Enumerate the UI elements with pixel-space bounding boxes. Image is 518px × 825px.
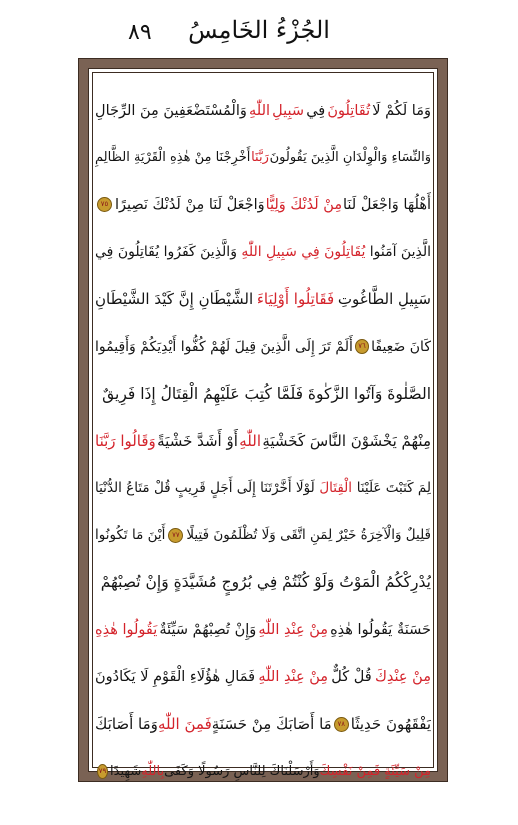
text-line-1 xyxy=(95,87,431,134)
highlight-segment: بِاللّٰهِ xyxy=(141,763,165,779)
text-segment: الصَّلٰوةَ وَآتُوا الزَّكٰوةَ فَلَمَّا كُتِبَ عَلَيْهِمُ الْقِتَالُ إِذَا فَرِيقٌ xyxy=(102,384,431,403)
ayah-marker-icon: ٧٨ xyxy=(334,717,349,732)
text-segment: أَلَمْ تَرَ إِلَى الَّذِينَ قِيلَ لَهُمْ كُفُّوا أَيْدِيَكُمْ وَأَقِيمُوا xyxy=(95,338,353,355)
text-line-5 xyxy=(95,276,431,323)
text-segment: وَأَرْسَلْنَاكَ لِلنَّاسِ رَسُولًا وَكَفَى xyxy=(164,763,320,779)
text-segment: وَالنِّسَاءِ وَالْوِلْدَانِ الَّذِينَ يَقُولُونَ xyxy=(269,150,431,166)
text-segment: فِي xyxy=(306,102,326,119)
highlight-segment: اللّٰهِ xyxy=(249,102,271,119)
text-line-10 xyxy=(95,512,431,559)
highlight-segment: يَقُولُوا هٰذِهِ xyxy=(95,621,158,638)
text-segment: وَاجْعَلْ لَنَا مِنْ لَدُنْكَ نَصِيرًا xyxy=(114,196,265,213)
text-segment: أَهْلُهَا وَاجْعَلْ لَنَا xyxy=(343,196,431,213)
text-segment: وَمَا أَصَابَكَ xyxy=(95,715,158,734)
text-segment: لَوْلَا أَخَّرْتَنَا إِلَى أَجَلٍ قَرِيبٍ قُلْ مَتَاعُ الدُّنْيَا xyxy=(95,480,315,497)
text-line-4 xyxy=(95,229,431,276)
page-header xyxy=(0,14,518,54)
text-line-9 xyxy=(95,465,431,512)
text-segment: فَمَالِ هٰؤُلَاءِ الْقَوْمِ لَا يَكَادُونَ xyxy=(95,668,256,685)
text-line-8 xyxy=(95,417,431,464)
highlight-segment: الْقِتَالَ xyxy=(319,480,353,497)
text-line-15 xyxy=(95,748,431,795)
text-line-12 xyxy=(95,606,431,653)
highlight-segment: مِنْ لَدُنْكَ وَلِيًّا xyxy=(265,196,343,213)
text-line-13 xyxy=(95,653,431,700)
text-segment: أَيْنَ مَا تَكُونُوا xyxy=(95,527,166,544)
highlight-segment: تُقَاتِلُونَ xyxy=(327,102,371,119)
text-segment: قَلِيلٌ وَالْآخِرَةُ خَيْرٌ لِمَنِ اتَّقَى وَلَا تُظْلَمُونَ فَتِيلًا xyxy=(186,527,431,544)
highlight-segment: مِنْ عِنْدِكَ xyxy=(374,668,431,685)
highlight-segment: رَبَّنَا xyxy=(251,150,269,166)
text-segment: وَمَا لَكُمْ لَا xyxy=(372,102,431,119)
text-segment: حَسَنَةٌ يَقُولُوا هٰذِهِ xyxy=(330,621,431,638)
text-line-7 xyxy=(95,370,431,417)
highlight-segment: مِنْ سَيِّئَةٍ فَمِنْ نَفْسِكَ xyxy=(319,763,431,779)
ayah-marker-icon: ٧٧ xyxy=(168,528,183,543)
text-segment: سَبِيلِ الطَّاغُوتِ xyxy=(337,290,431,309)
text-segment: وَالَّذِينَ كَفَرُوا يُقَاتِلُونَ فِي xyxy=(95,244,237,261)
text-segment: وَالْمُسْتَضْعَفِينَ مِنَ الرِّجَالِ xyxy=(95,102,247,119)
text-panel xyxy=(88,68,438,779)
highlight-segment: مِنْ عِنْدِ اللّٰهِ xyxy=(258,621,329,638)
highlight-segment: فَمِنَ اللّٰهِ xyxy=(157,715,212,734)
highlight-segment: مِنْ عِنْدِ اللّٰهِ xyxy=(258,668,329,685)
text-line-11 xyxy=(95,559,431,606)
juz-title: الجُزْءُ الخَامِسُ xyxy=(188,16,330,44)
ayah-marker-icon: ٧٥ xyxy=(97,197,112,212)
text-line-3 xyxy=(95,181,431,228)
text-segment: الشَّيْطَانِ إِنَّ كَيْدَ الشَّيْطَانِ xyxy=(95,290,254,309)
text-segment: مَا أَصَابَكَ مِنْ حَسَنَةٍ xyxy=(211,715,332,734)
text-segment: أَوْ أَشَدَّ خَشْيَةً xyxy=(157,431,238,450)
ayah-marker-icon: ٧٦ xyxy=(355,339,369,354)
verse-lines xyxy=(95,87,431,795)
text-segment: قُلْ كُلٌّ xyxy=(331,668,372,685)
page-frame xyxy=(78,58,448,782)
text-segment: مِنْهُمْ يَخْشَوْنَ النَّاسَ كَخَشْيَةِ xyxy=(262,431,431,450)
text-segment: كَانَ ضَعِيفًا xyxy=(371,338,431,355)
text-line-14 xyxy=(95,700,431,747)
highlight-segment: اللّٰهِ xyxy=(239,431,261,450)
text-segment: يُدْرِكْكُمُ الْمَوْتُ وَلَوْ كُنْتُمْ فِي بُرُوجٍ مُشَيَّدَةٍ وَإِنْ تُصِبْهُمْ xyxy=(100,573,431,592)
text-segment: لِمَ كَتَبْتَ عَلَيْنَا xyxy=(356,480,431,497)
text-segment: يَفْقَهُونَ حَدِيثًا xyxy=(350,715,431,734)
highlight-segment: وَقَالُوا رَبَّنَا xyxy=(95,431,156,450)
text-segment: وَإِنْ تُصِبْهُمْ سَيِّئَةٌ xyxy=(159,621,257,638)
highlight-segment: سَبِيلِ xyxy=(272,102,305,119)
highlight-segment: يُقَاتِلُونَ فِي سَبِيلِ اللّٰهِ xyxy=(241,244,366,261)
text-segment: الَّذِينَ آمَنُوا xyxy=(369,244,431,261)
text-segment: أَخْرِجْنَا مِنْ هٰذِهِ الْقَرْيَةِ الظَّالِمِ xyxy=(95,150,251,166)
text-line-2 xyxy=(95,134,431,181)
ayah-marker-icon: ٧٩ xyxy=(97,764,108,779)
page-number: ٨٩ xyxy=(128,20,152,45)
text-segment: شَهِيدًا xyxy=(110,763,142,779)
text-line-6 xyxy=(95,323,431,370)
highlight-segment: فَقَاتِلُوا أَوْلِيَاءَ xyxy=(256,290,335,309)
